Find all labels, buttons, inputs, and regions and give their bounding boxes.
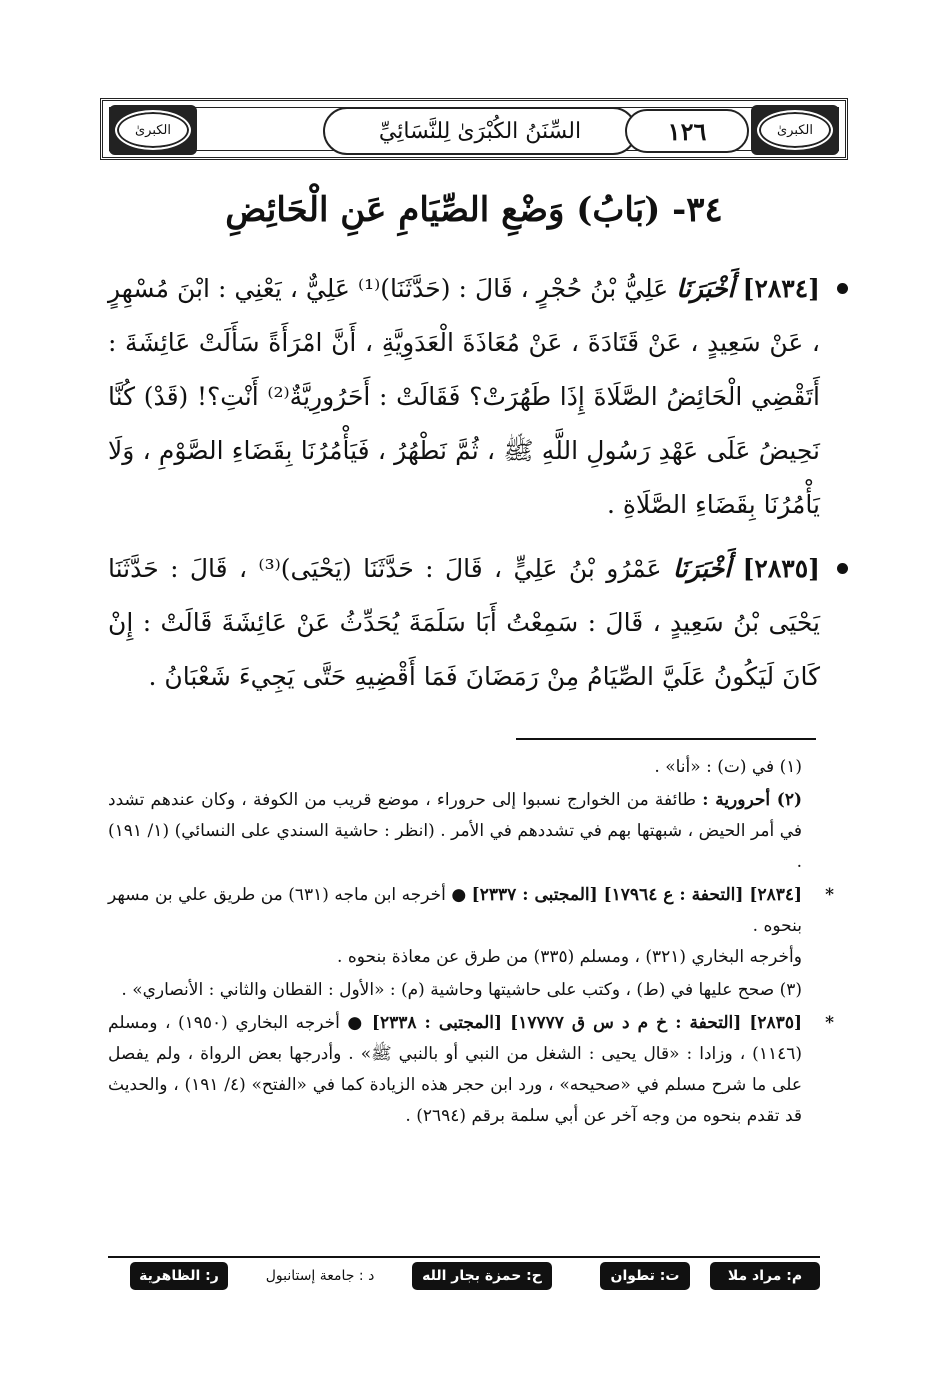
source-r: ر: الظاهرية xyxy=(130,1262,228,1290)
source-h: ح: حمزة بجار الله xyxy=(412,1262,552,1290)
takhrij-2834-text-2: وأخرجه البخاري (٣٢١) ، ومسلم (٣٣٥) من طرق عن معاذة بنحوه . xyxy=(337,947,802,967)
hadith-text: عَمْرُو بْنُ عَلِيٍّ ، قَالَ : حَدَّثَنَا (يَحْيَى)⁽³⁾ ، قَالَ : حَدَّثَنَا يَحْيَى بْنُ سَعِيدٍ ، قَالَ : سَمِعْتُ أَبَا سَلَمَةَ يُحَدِّثُ عَنْ عَائِشَةَ قَالَتْ : إِنْ كَانَ لَيَكُونُ عَلَيَّ الصِّيَامُ مِنْ رَمَضَانَ فَمَا أَقْضِيهِ حَتَّى يَجِيءَ شَعْبَانُ . xyxy=(108,554,820,691)
footnote-2-text: طائفة من الخوارج نسبوا إلى حروراء ، موضع قريب من الكوفة ، وكان عندهم تشدد في أمر الحيض ، شبهتها بهم في تشددهم في الأمر . (انظر : حاشية السندي على النسائي) (١/ ١٩١) . xyxy=(108,790,802,872)
chapter-heading: ٣٤- (بَابُ) وَضْعِ الصِّيَامِ عَنِ الْحَائِضِ xyxy=(225,190,723,230)
footnote-2 xyxy=(108,785,834,878)
bottom-separator xyxy=(108,1256,820,1258)
source-m: م: مراد ملا xyxy=(710,1262,820,1290)
takhrij-2834-ref: [٢٨٣٤] [التحفة : ع ١٧٩٦٤] [المجتبى : ٢٣٣٧] xyxy=(471,885,803,905)
takhrij-2835 xyxy=(108,1008,834,1132)
bullet-icon: ● xyxy=(451,885,467,905)
header-ornament-right xyxy=(751,105,839,155)
star-marker: * xyxy=(825,1013,834,1033)
bullet-icon: ● xyxy=(347,1013,365,1033)
footnote-2-label: (٢) أحرورية : xyxy=(702,790,802,810)
hadith-text: عَلِيُّ بْنُ حُجْرٍ ، قَالَ : (حَدَّثَنَا)⁽¹⁾ عَلِيٌّ ، يَعْنِي : ابْنَ مُسْهِرٍ ، عَنْ سَعِيدٍ ، عَنْ قَتَادَةَ ، عَنْ مُعَاذَةَ الْعَدَوِيَّةِ ، أَنَّ امْرَأَةً سَأَلَتْ عَائِشَةَ : أَتَقْضِي الْحَائِضُ الصَّلَاةَ إِذَا طَهُرَتْ؟ فَقَالَتْ : أَحَرُورِيَّةٌ⁽²⁾ أَنْتِ؟! (قَدْ) كُنَّا نَحِيضُ عَلَى عَهْدِ رَسُولِ اللَّهِ ﷺ ، ثُمَّ نَطْهُرُ ، فَيَأْمُرُنَا بِقَضَاءِ الصَّوْمِ ، وَلَا يَأْمُرُنَا بِقَضَاءِ الصَّلَاةِ . xyxy=(108,274,820,519)
takhrij-2834-text: أخرجه ابن ماجه (٦٣١) من طريق علي بن مسهر بنحوه . xyxy=(108,885,802,936)
takhrij-2835-ref: [٢٨٣٥] [التحفة : خ م د س ق ١٧٧٧٧] [المجتبى : ٢٣٣٨] xyxy=(371,1013,802,1033)
takhrij-2834 xyxy=(108,880,834,973)
footnote-1: (١) في (ت) : «أنا» . xyxy=(654,757,802,777)
source-t: ت: تطوان xyxy=(600,1262,690,1290)
header-ornament-left xyxy=(109,105,197,155)
hadith-lead: أَخْبَرَنَا xyxy=(676,274,735,303)
footnote-3: (٣) صحح عليها في (ط) ، وكتب على حاشيتها وحاشية (م) : «الأول : القطان والثاني : الأنصاري» . xyxy=(121,980,802,1000)
bullet-icon xyxy=(837,563,848,574)
hadith-number: [٢٨٣٤] xyxy=(742,274,821,303)
hadith-number: [٢٨٣٥] xyxy=(742,554,820,583)
manuscript-sources xyxy=(130,1262,820,1292)
hadith-2835 xyxy=(108,542,848,704)
ornament-right-text: الكبرىٰ xyxy=(757,110,833,150)
bullet-icon xyxy=(837,283,848,294)
source-d: د : جامعة إستانبول xyxy=(265,1268,375,1284)
page-header xyxy=(100,98,848,160)
footnotes xyxy=(108,752,834,1134)
ornament-left-text: الكبرىٰ xyxy=(115,110,191,150)
hadith-2834 xyxy=(108,262,848,532)
footnote-separator xyxy=(516,738,816,740)
hadith-lead: أَخْبَرَنَا xyxy=(672,554,732,583)
star-marker: * xyxy=(825,885,834,905)
running-title: السِّنَنُ الكُبْرَىٰ لِلنَّسَائِيِّ xyxy=(323,107,637,155)
takhrij-2835-text: أخرجه البخاري (١٩٥٠) ، ومسلم (١١٤٦) ، وزادا : «قال يحيى : الشغل من النبي أو بالنبي ﷺ» . وأدرجها بعض الرواة ، ولم يفصل على ما شرح مسلم في «صحيحه» ، ورد ابن حجر هذه الزيادة كما في «الفتح» (٤/ ١٩١) ، والحديث قد تقدم بنحوه من وجه آخر عن أبي سلمة برقم (٢٦٩٤) . xyxy=(108,1013,802,1126)
main-text xyxy=(108,262,848,714)
page-number: ١٢٦ xyxy=(625,109,749,153)
